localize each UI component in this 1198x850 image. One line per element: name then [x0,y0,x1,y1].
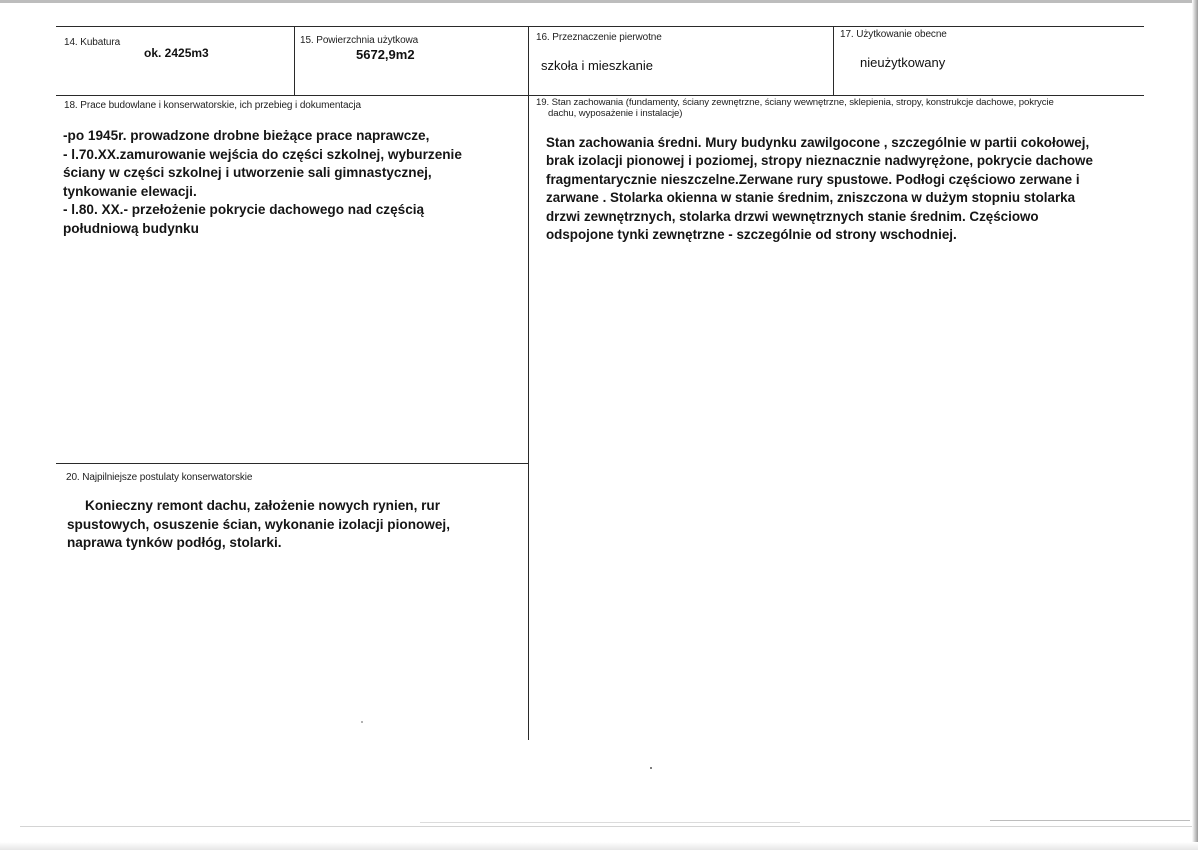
field-16-label: 16. Przeznaczenie pierwotne [536,32,662,43]
label-line: dachu, wyposażenie i instalacje) [548,108,683,119]
text-line: ściany w części szkolnej i utworzenie sali gimnastycznej, [63,165,432,181]
text-line: - l.80. XX.- przełożenie pokrycie dachowego nad częścią [63,202,425,218]
scan-faint-line [20,826,1192,827]
scan-faint-line [420,822,800,823]
field-15-value: 5672,9m2 [356,47,415,62]
text-line: naprawa tynków podłóg, stolarki. [67,535,282,551]
scan-edge-bottom [0,842,1198,850]
field-19-text [546,134,1093,244]
field-20-text [67,497,450,553]
text-line: tynkowanie elewacji. [63,183,197,199]
scan-edge-right [1192,0,1198,850]
text-line: drzwi zewnętrznych, stolarka drzwi wewnętrznych stanie średnim. Częściowo [546,208,1039,224]
col-divider-14-15 [294,26,295,96]
scan-speck [361,721,363,723]
text-line: Stan zachowania średni. Mury budynku zawilgocone , szczególnie w partii cokołowej, [546,135,1090,150]
field-16-value: szkoła i mieszkanie [541,58,653,73]
col-divider-16-17 [833,26,834,96]
field-17-value: nieużytkowany [860,55,946,70]
scan-speck [650,767,652,769]
col-divider-left-right [528,26,529,740]
field-20-label: 20. Najpilniejsze postulaty konserwatorskie [66,472,253,483]
field-18-label: 18. Prace budowlane i konserwatorskie, ich przebieg i dokumentacja [64,100,361,111]
text-line: spustowych, osuszenie ścian, wykonanie izolacji pionowej, [67,516,450,532]
text-line: zarwane . Stolarka okienna w stanie średnim, zniszczona w dużym stopniu stolarka [546,190,1076,206]
text-line: odspojone tynki zewnętrzne - szczególnie od strony wschodniej. [546,227,957,243]
field-18-text [63,127,462,239]
field-15-label: 15. Powierzchnia użytkowa [300,35,419,46]
text-line: fragmentarycznie nieszczelne.Zerwane rury spustowe. Podłogi częściowo zerwane i [546,171,1080,187]
text-line: - l.70.XX.zamurowanie wejścia do części szkolnej, wyburzenie [63,146,462,162]
top-border [56,26,1144,27]
scan-faint-line [990,820,1190,821]
scan-edge-top [0,0,1198,3]
text-line: południową budynku [63,220,199,236]
label-line: 19. Stan zachowania (fundamenty, ściany zewnętrzne, ściany wewnętrzne, sklepienia, stropy, konstrukcje dachowe, pokrycie [536,97,1054,108]
field-19-label [536,97,1054,119]
box-20-top-border [56,463,529,464]
text-line: brak izolacji pionowej i poziomej, stropy nieznacznie nadwyrężone, pokrycie dachowe [546,153,1093,169]
field-14-value: ok. 2425m3 [144,46,209,60]
field-17-label: 17. Użytkowanie obecne [840,29,947,40]
field-14-label: 14. Kubatura [64,37,121,48]
text-line: -po 1945r. prowadzone drobne bieżące prace naprawcze, [63,128,430,143]
text-line: Konieczny remont dachu, założenie nowych rynien, rur [85,498,441,513]
